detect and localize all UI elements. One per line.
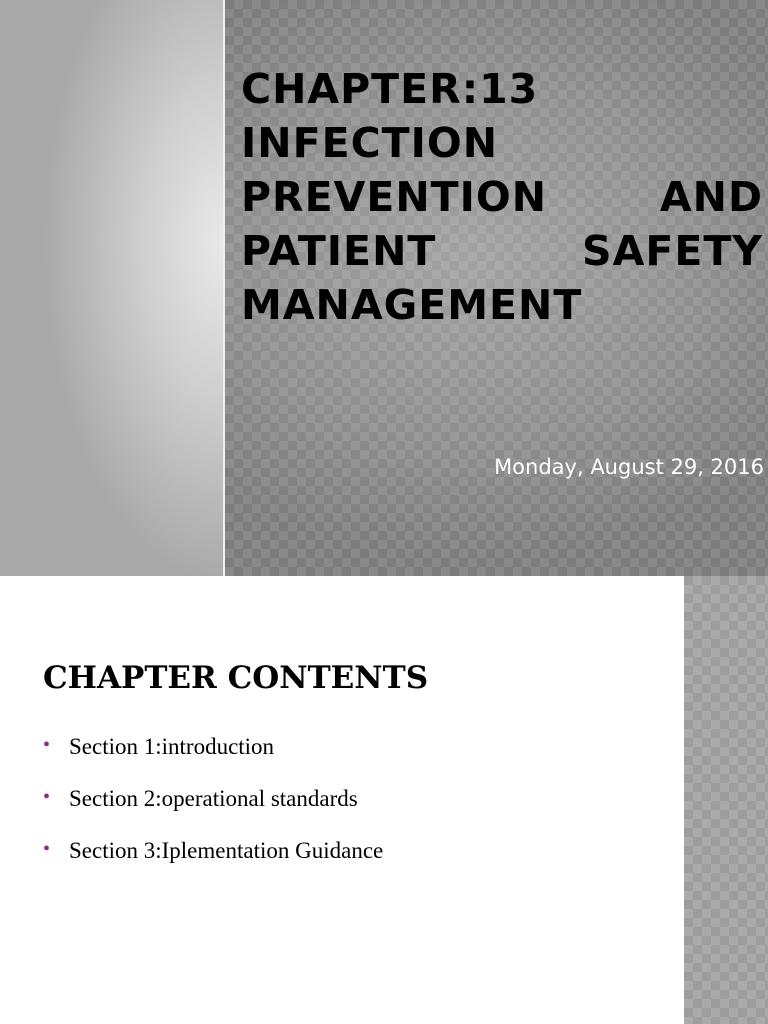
slide-title: CHAPTER:13 INFECTION PREVENTION AND PATIENT SAFETY MANAGEMENT	[241, 65, 763, 329]
list-item	[43, 732, 383, 784]
list-item	[43, 784, 383, 836]
list-item	[43, 836, 383, 888]
bullet-icon: •	[43, 734, 51, 756]
list-item-label: Section 2:operational standards	[69, 786, 358, 811]
patterned-side-strip	[684, 576, 768, 1024]
contents-slide	[0, 576, 768, 1024]
left-gradient-panel	[0, 0, 224, 576]
bullet-icon: •	[43, 786, 51, 808]
contents-heading: CHAPTER CONTENTS	[43, 660, 429, 696]
slide-date: Monday, August 29, 2016	[494, 455, 764, 479]
list-item-label: Section 1:introduction	[69, 734, 275, 759]
bullet-icon: •	[43, 838, 51, 860]
contents-list	[43, 732, 383, 888]
list-item-label: Section 3:Iplementation Guidance	[69, 838, 384, 863]
